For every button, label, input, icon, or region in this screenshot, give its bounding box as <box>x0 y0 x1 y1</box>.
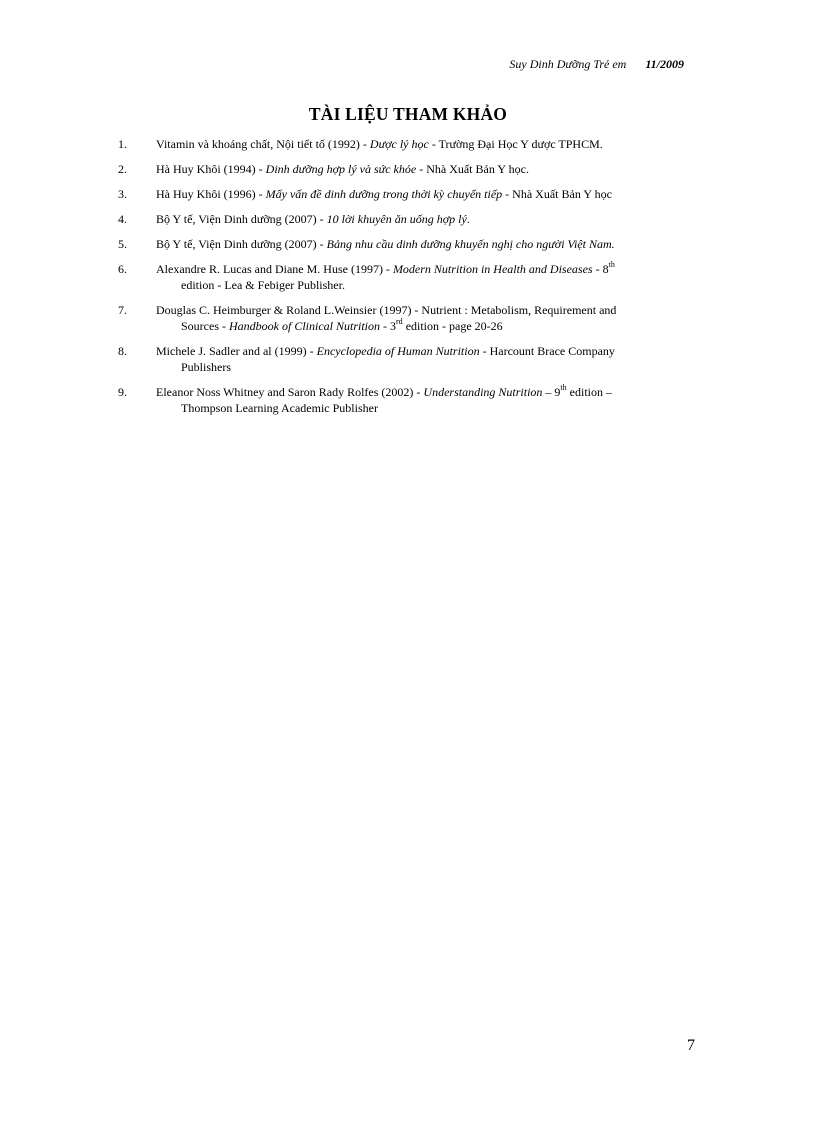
running-header <box>509 57 684 72</box>
reference-title: Bảng nhu cầu dinh dưỡng khuyến nghị cho người Việt Nam. <box>326 237 615 251</box>
reference-item <box>118 236 698 252</box>
reference-publisher: - Nhà Xuất Bản Y học. <box>416 162 529 176</box>
reference-text: Sources - <box>181 319 229 333</box>
reference-item <box>118 302 698 334</box>
reference-text: Hà Huy Khôi (1996) - <box>156 187 266 201</box>
reference-list <box>118 136 698 425</box>
reference-title: Understanding Nutrition <box>423 385 543 399</box>
reference-text: Michele J. Sadler and al (1999) - <box>156 344 317 358</box>
reference-text: Eleanor Noss Whitney and Saron Rady Rolfes (2002) - <box>156 385 424 399</box>
reference-item <box>118 384 698 416</box>
reference-superscript: th <box>608 260 615 269</box>
reference-publisher: - Nhà Xuất Bản Y học <box>502 187 612 201</box>
reference-title: Mấy vấn đề dinh dưỡng trong thời kỳ chuyển tiếp <box>265 187 503 201</box>
reference-continuation: Thompson Learning Academic Publisher <box>181 401 378 415</box>
reference-continuation: edition - Lea & Febiger Publisher. <box>181 278 345 292</box>
reference-text: Hà Huy Khôi (1994) - <box>156 162 266 176</box>
reference-continuation <box>156 318 698 334</box>
reference-text: Vitamin và khoáng chất, Nội tiết tố (1992) - <box>156 137 370 151</box>
reference-title: Modern Nutrition in Health and Diseases <box>392 262 593 276</box>
reference-publisher: - 8 <box>592 262 609 276</box>
reference-number: 2. <box>118 162 127 176</box>
reference-title: Encyclopedia of Human Nutrition <box>316 344 480 358</box>
reference-publisher: - Trường Đại Học Y dược TPHCM. <box>428 137 603 151</box>
reference-title: Dinh dưỡng hợp lý và sức khỏe <box>265 162 417 176</box>
running-title: Suy Dinh Dưỡng Trẻ em <box>509 57 627 71</box>
page-title: TÀI LIỆU THAM KHẢO <box>308 104 508 124</box>
reference-item <box>118 161 698 177</box>
reference-text: Bộ Y tế, Viện Dinh dưỡng (2007) - <box>156 212 327 226</box>
reference-publisher: - 3 <box>380 319 397 333</box>
reference-title: Dược lý học <box>369 137 429 151</box>
reference-number: 5. <box>118 237 127 251</box>
reference-item <box>118 261 698 293</box>
reference-item <box>118 211 698 227</box>
reference-item <box>118 136 698 152</box>
reference-text: Bộ Y tế, Viện Dinh dưỡng (2007) - <box>156 237 327 251</box>
reference-publisher: edition – <box>566 385 612 399</box>
reference-publisher: - Harcount Brace Company <box>479 344 615 358</box>
reference-publisher: . <box>466 212 470 226</box>
reference-number: 9. <box>118 385 127 399</box>
reference-continuation: Publishers <box>181 360 232 374</box>
reference-number: 3. <box>118 187 127 201</box>
reference-text: Alexandre R. Lucas and Diane M. Huse (1997) - <box>156 262 393 276</box>
reference-text: Douglas C. Heimburger & Roland L.Weinsier (1997) - Nutrient : Metabolism, Requirement and <box>156 303 617 317</box>
reference-publisher: edition - page 20-26 <box>402 319 503 333</box>
header-date: 11/2009 <box>645 57 684 71</box>
reference-superscript: th <box>560 383 567 392</box>
reference-item <box>118 343 698 375</box>
page-number: 7 <box>687 1037 695 1054</box>
reference-number: 4. <box>118 212 127 226</box>
reference-publisher: – 9 <box>542 385 561 399</box>
reference-number: 6. <box>118 262 127 276</box>
reference-item <box>118 186 698 202</box>
reference-title: 10 lời khuyên ăn uống hợp lý <box>326 212 467 226</box>
reference-superscript: rd <box>396 317 403 326</box>
reference-title: Handbook of Clinical Nutrition <box>229 319 381 333</box>
reference-number: 1. <box>118 137 127 151</box>
reference-number: 8. <box>118 344 127 358</box>
reference-number: 7. <box>118 303 127 317</box>
